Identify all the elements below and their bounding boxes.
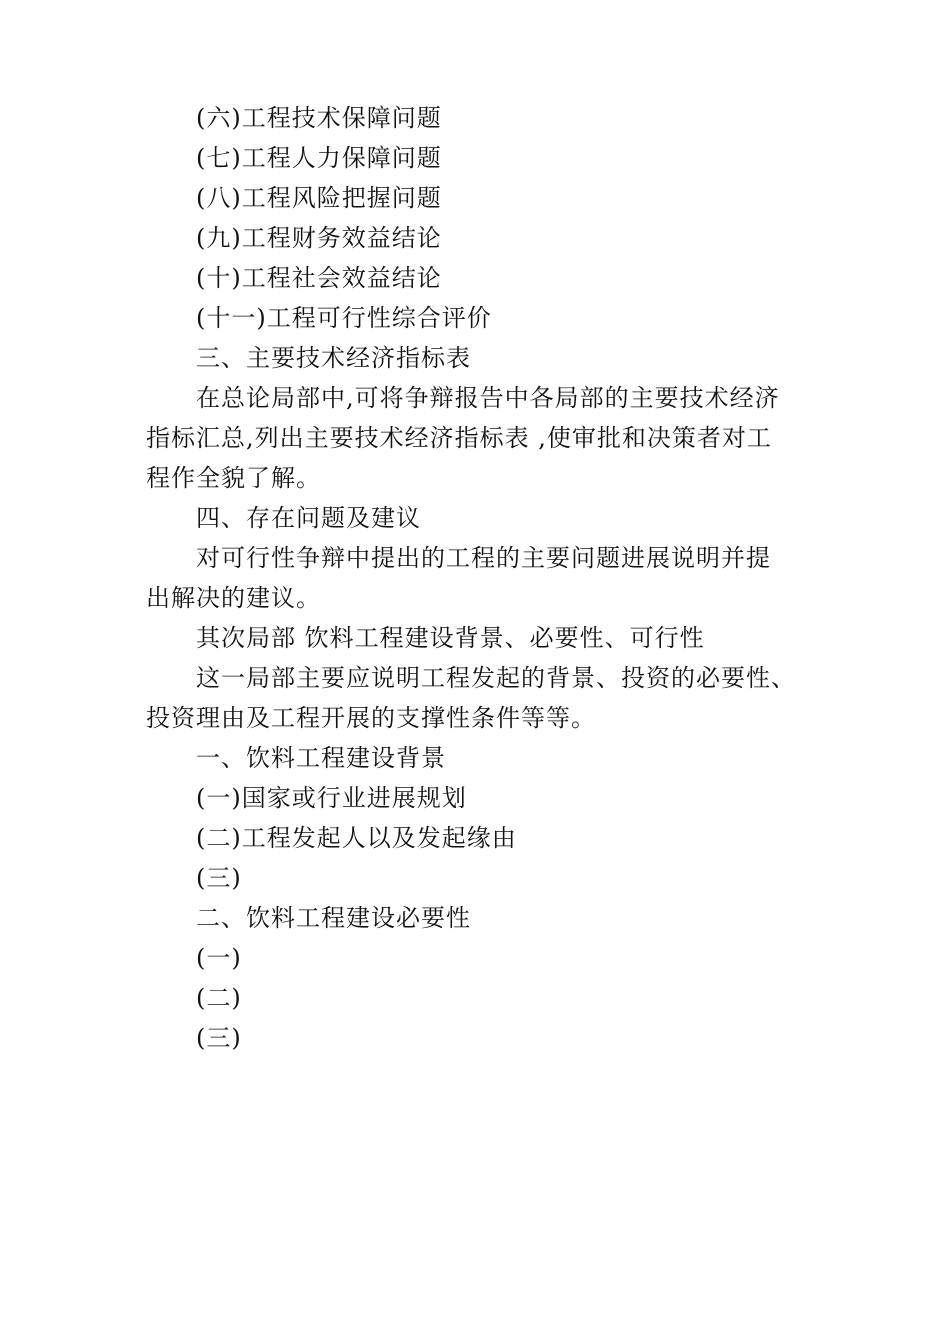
- list-item-8: (八)工程风险把握问题: [196, 184, 442, 212]
- list-item-2: (二)工程发起人以及发起缘由: [196, 824, 517, 852]
- list-item-7: (七)工程人力保障问题: [196, 144, 442, 172]
- section-heading-3: 三、主要技术经济指标表: [196, 344, 471, 372]
- list-item-3b: (三): [196, 1024, 242, 1052]
- section-heading-4: 四、存在问题及建议: [196, 504, 421, 532]
- list-item-2b: (二): [196, 984, 242, 1012]
- paragraph-1-line-1: 在总论局部中,可将争辩报告中各局部的主要技术经济: [196, 384, 780, 412]
- list-item-11: (十一)工程可行性综合评价: [196, 304, 492, 332]
- list-item-10: (十)工程社会效益结论: [196, 264, 442, 292]
- paragraph-2-line-1: 对可行性争辩中提出的工程的主要问题进展说明并提: [196, 544, 771, 572]
- list-item-9: (九)工程财务效益结论: [196, 224, 442, 252]
- list-item-1: (一)国家或行业进展规划: [196, 784, 467, 812]
- list-item-3: (三): [196, 864, 242, 892]
- section-heading-2: 二、饮料工程建设必要性: [196, 904, 471, 932]
- list-item-1b: (一): [196, 944, 242, 972]
- part-2-title: 其次局部 饮料工程建设背景、必要性、可行性: [196, 624, 705, 652]
- paragraph-3-line-2: 投资理由及工程开展的支撑性条件等等。: [146, 704, 596, 732]
- document-body: [146, 98, 826, 1058]
- section-heading-1: 一、饮料工程建设背景: [196, 744, 446, 772]
- paragraph-2-line-2: 出解决的建议。: [146, 584, 321, 612]
- list-item-6: (六)工程技术保障问题: [196, 104, 442, 132]
- paragraph-1-line-2: 指标汇总,列出主要技术经济指标表 ,使审批和决策者对工: [146, 424, 772, 452]
- paragraph-3-line-1: 这一局部主要应说明工程发起的背景、投资的必要性、: [196, 664, 796, 692]
- paragraph-1-line-3: 程作全貌了解。: [146, 464, 321, 492]
